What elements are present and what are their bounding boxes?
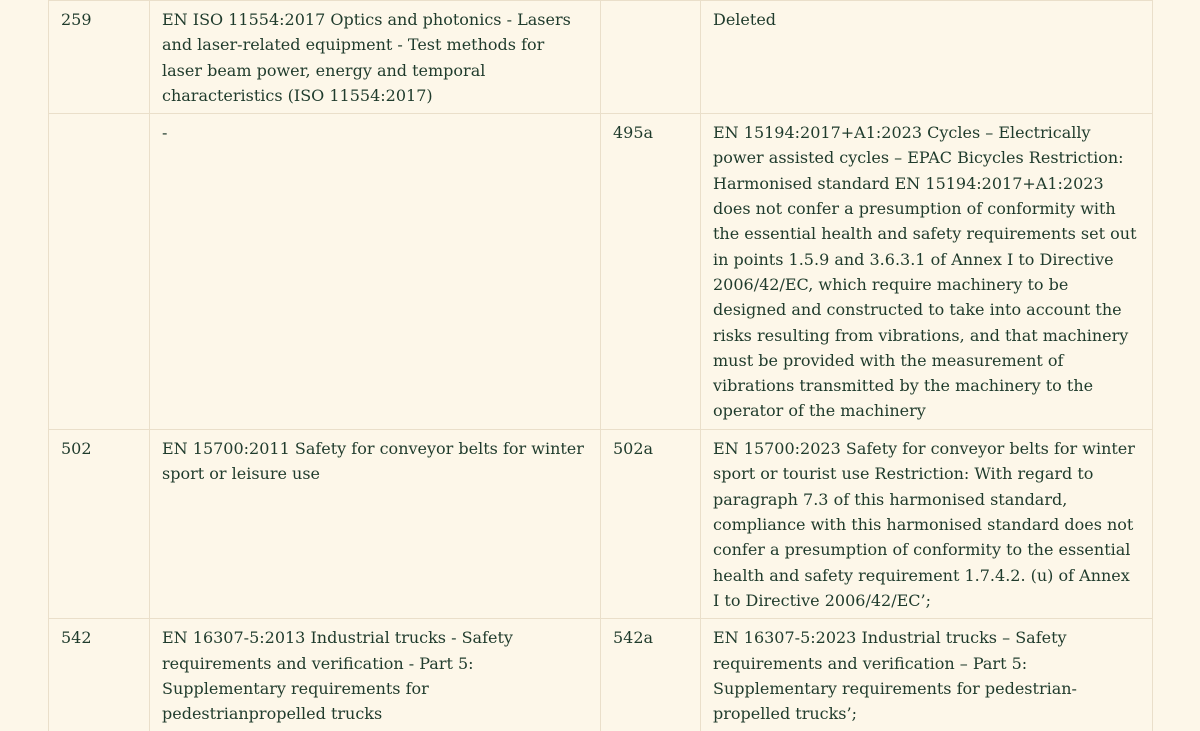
new-reference-number-cell: 502a: [601, 430, 701, 619]
table-row: [49, 114, 1153, 430]
new-reference-number-cell: [601, 1, 701, 114]
new-reference-number-cell: 542a: [601, 619, 701, 731]
reference-number-cell: 542: [49, 619, 150, 731]
new-standard-cell: EN 15194:2017+A1:2023 Cycles – Electrically power assisted cycles – EPAC Bicycles Restriction: Harmonised standard EN 15194:2017+A1:2023 does not confer a presumption of conformity with the essential health and safety requirements set out in points 1.5.9 and 3.6.3.1 of Annex I to Directive 2006/42/EC, which require machinery to be designed and constructed to take into account the risks resulting from vibrations, and that machinery must be provided with the measurement of vibrations transmitted by the machinery to the operator of the machinery: [701, 114, 1153, 430]
table-row: [49, 430, 1153, 619]
withdrawn-standard-cell: EN 15700:2011 Safety for conveyor belts for winter sport or leisure use: [150, 430, 601, 619]
withdrawn-standard-cell: EN 16307-5:2013 Industrial trucks - Safety requirements and verification - Part 5: Supplementary requirements for pedestrianpropelled trucks: [150, 619, 601, 731]
new-reference-number-cell: 495a: [601, 114, 701, 430]
table-row: [49, 619, 1153, 731]
new-standard-cell: EN 15700:2023 Safety for conveyor belts for winter sport or tourist use Restriction: With regard to paragraph 7.3 of this harmonised standard, compliance with this harmonised standard does not confer a presumption of conformity to the essential health and safety requirement 1.7.4.2. (u) of Annex I to Directive 2006/42/EC’;: [701, 430, 1153, 619]
table-row: [49, 1, 1153, 114]
withdrawn-standard-cell: EN ISO 11554:2017 Optics and photonics - Lasers and laser-related equipment - Test methods for laser beam power, energy and temporal characteristics (ISO 11554:2017): [150, 1, 601, 114]
standards-table: [48, 0, 1153, 731]
new-standard-cell: Deleted: [701, 1, 1153, 114]
withdrawn-standard-cell: -: [150, 114, 601, 430]
new-standard-cell: EN 16307-5:2023 Industrial trucks – Safety requirements and verification – Part 5: Supplementary requirements for pedestrian-propelled trucks’;: [701, 619, 1153, 731]
reference-number-cell: 502: [49, 430, 150, 619]
reference-number-cell: [49, 114, 150, 430]
reference-number-cell: 259: [49, 1, 150, 114]
